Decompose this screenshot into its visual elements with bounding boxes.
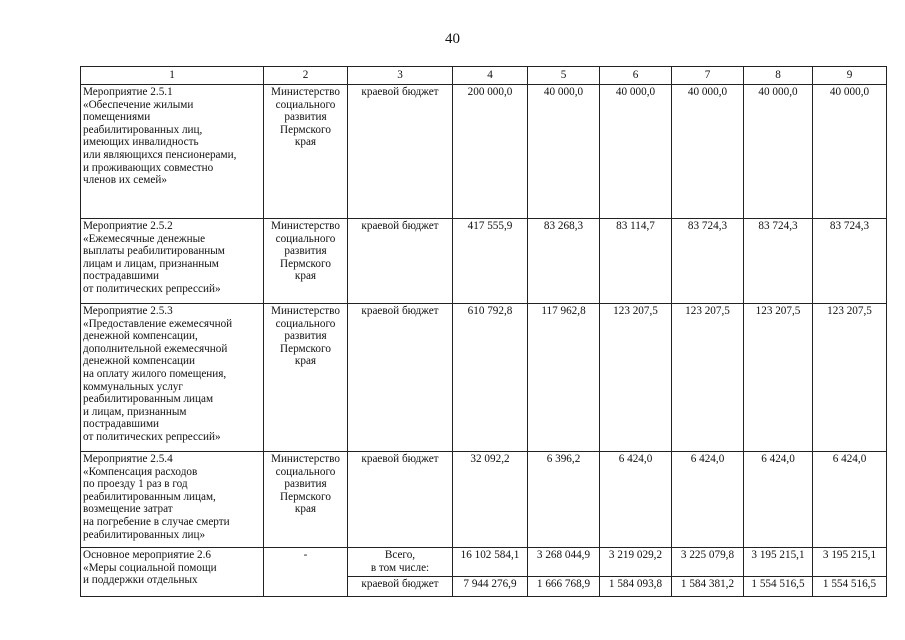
executor-line: края	[294, 355, 317, 368]
event-name-line: лицам и лицам, признанным	[83, 257, 219, 270]
value-cell: 1 584 093,8	[600, 577, 672, 597]
event-name-cell	[81, 85, 264, 219]
executor-line: Министерство	[271, 453, 340, 465]
value-cell: 83 724,3	[744, 219, 813, 304]
budget-table	[80, 66, 887, 597]
executor-line: социального	[275, 465, 336, 478]
value-cell: 123 207,5	[600, 304, 672, 452]
event-name-line: или являющихся пенсионерами,	[83, 148, 237, 161]
total-value-cell: 16 102 584,1	[453, 548, 528, 577]
event-name-line: помещениями	[83, 111, 151, 124]
event-name-line: и лицам, признанным	[83, 405, 187, 418]
event-name-line: «Компенсация расходов	[83, 465, 198, 478]
event-name-line: Мероприятие 2.5.4	[83, 453, 173, 465]
executor-line: края	[294, 503, 317, 516]
event-name-line: пострадавшими	[83, 270, 160, 283]
value-cell: 6 424,0	[813, 452, 887, 548]
executor-line: Пермского	[280, 490, 331, 503]
executor-line: края	[294, 270, 317, 283]
executor-line: социального	[275, 98, 336, 111]
event-name-line: от политических репрессий»	[83, 282, 221, 295]
value-cell: 610 792,8	[453, 304, 528, 452]
header-row	[81, 67, 887, 85]
executor-cell	[264, 85, 348, 219]
executor-line: Министерство	[271, 305, 340, 317]
value-cell: 6 424,0	[600, 452, 672, 548]
header-cell: 9	[813, 67, 887, 85]
event-name-line: возмещение затрат	[83, 503, 173, 516]
header-cell: 4	[453, 67, 528, 85]
value-cell: 83 724,3	[672, 219, 744, 304]
event-name-line: денежной компенсации,	[83, 330, 198, 343]
event-name-line: по проезду 1 раз в год	[83, 478, 188, 491]
event-name-cell	[81, 548, 264, 597]
total-value-cell: 3 268 044,9	[528, 548, 600, 577]
event-name-line: членов их семей»	[83, 174, 167, 187]
event-name-line: дополнительной ежемесячной	[83, 342, 228, 355]
executor-line: развития	[284, 478, 327, 491]
executor-line: социального	[275, 232, 336, 245]
event-name-line: и проживающих совместно	[83, 161, 214, 174]
value-cell: 83 268,3	[528, 219, 600, 304]
event-name-line: Мероприятие 2.5.2	[83, 220, 173, 232]
table-row	[81, 304, 887, 452]
event-name-cell	[81, 452, 264, 548]
executor-line: Пермского	[280, 123, 331, 136]
value-cell: 123 207,5	[672, 304, 744, 452]
event-name-line: пострадавшими	[83, 418, 160, 431]
total-label-line: в том числе:	[370, 561, 430, 574]
event-name-line: денежной компенсации	[83, 355, 195, 368]
total-label-cell	[348, 548, 453, 577]
executor-line: Пермского	[280, 342, 331, 355]
value-cell: 40 000,0	[813, 85, 887, 219]
event-name-cell	[81, 304, 264, 452]
executor-line: Министерство	[271, 86, 340, 98]
event-name-line: «Предоставление ежемесячной	[83, 317, 233, 330]
value-cell: 123 207,5	[744, 304, 813, 452]
event-name-cell	[81, 219, 264, 304]
event-name-line: реабилитированным лицам,	[83, 490, 216, 503]
event-name-line: на оплату жилого помещения,	[83, 367, 227, 380]
executor-cell	[264, 304, 348, 452]
value-cell: 7 944 276,9	[453, 577, 528, 597]
event-name-line: от политических репрессий»	[83, 430, 221, 443]
event-name-line: «Обеспечение жилыми	[83, 98, 194, 111]
event-name-line: «Меры социальной помощи	[83, 561, 217, 574]
value-cell: 1 666 768,9	[528, 577, 600, 597]
event-name-line: Мероприятие 2.5.1	[83, 86, 173, 98]
value-cell: 32 092,2	[453, 452, 528, 548]
header-cell: 5	[528, 67, 600, 85]
header-cell: 8	[744, 67, 813, 85]
funding-source-cell: краевой бюджет	[348, 219, 453, 304]
value-cell: 6 424,0	[744, 452, 813, 548]
value-cell: 83 114,7	[600, 219, 672, 304]
total-label-line: Всего,	[384, 549, 416, 561]
total-value-cell: 3 219 029,2	[600, 548, 672, 577]
value-cell: 40 000,0	[744, 85, 813, 219]
event-name-line: Основное мероприятие 2.6	[83, 549, 211, 561]
funding-source-cell: краевой бюджет	[348, 85, 453, 219]
value-cell: 40 000,0	[528, 85, 600, 219]
event-name-line: коммунальных услуг	[83, 380, 183, 393]
value-cell: 1 554 516,5	[744, 577, 813, 597]
executor-line: Министерство	[271, 220, 340, 232]
value-cell: 200 000,0	[453, 85, 528, 219]
value-cell: 6 396,2	[528, 452, 600, 548]
value-cell: 6 424,0	[672, 452, 744, 548]
value-cell: 83 724,3	[813, 219, 887, 304]
value-cell: 40 000,0	[672, 85, 744, 219]
event-name-line: реабилитированным лицам	[83, 393, 214, 406]
event-name-line: и поддержки отдельных	[83, 574, 198, 587]
value-cell: 1 584 381,2	[672, 577, 744, 597]
executor-line: Пермского	[280, 257, 331, 270]
header-cell: 2	[264, 67, 348, 85]
event-name-line: реабилитированных лиц»	[83, 528, 206, 541]
event-name-line: имеющих инвалидность	[83, 136, 199, 149]
executor-cell	[264, 219, 348, 304]
value-cell: 1 554 516,5	[813, 577, 887, 597]
table-row	[81, 548, 887, 577]
header-cell: 7	[672, 67, 744, 85]
executor-line: развития	[284, 330, 327, 343]
event-name-line: «Ежемесячные денежные	[83, 232, 206, 245]
event-name-line: выплаты реабилитированным	[83, 245, 225, 258]
table-row	[81, 452, 887, 548]
funding-source-cell: краевой бюджет	[348, 452, 453, 548]
value-cell: 417 555,9	[453, 219, 528, 304]
funding-source-cell: краевой бюджет	[348, 304, 453, 452]
executor-line: края	[294, 136, 317, 149]
event-name-line: на погребение в случае смерти	[83, 515, 230, 528]
executor-line: развития	[284, 111, 327, 124]
value-cell: 123 207,5	[813, 304, 887, 452]
page-number: 40	[445, 31, 460, 47]
executor-line: социального	[275, 317, 336, 330]
event-name-line: реабилитированных лиц,	[83, 123, 203, 136]
funding-source-cell: краевой бюджет	[348, 577, 453, 597]
header-cell: 6	[600, 67, 672, 85]
total-value-cell: 3 195 215,1	[744, 548, 813, 577]
executor-cell	[264, 452, 348, 548]
value-cell: 40 000,0	[600, 85, 672, 219]
table-row	[81, 85, 887, 219]
total-value-cell: 3 225 079,8	[672, 548, 744, 577]
table-row	[81, 219, 887, 304]
total-value-cell: 3 195 215,1	[813, 548, 887, 577]
value-cell: 117 962,8	[528, 304, 600, 452]
header-cell: 1	[81, 67, 264, 85]
header-cell: 3	[348, 67, 453, 85]
executor-cell: -	[264, 548, 348, 597]
event-name-line: Мероприятие 2.5.3	[83, 305, 173, 317]
executor-line: развития	[284, 245, 327, 258]
